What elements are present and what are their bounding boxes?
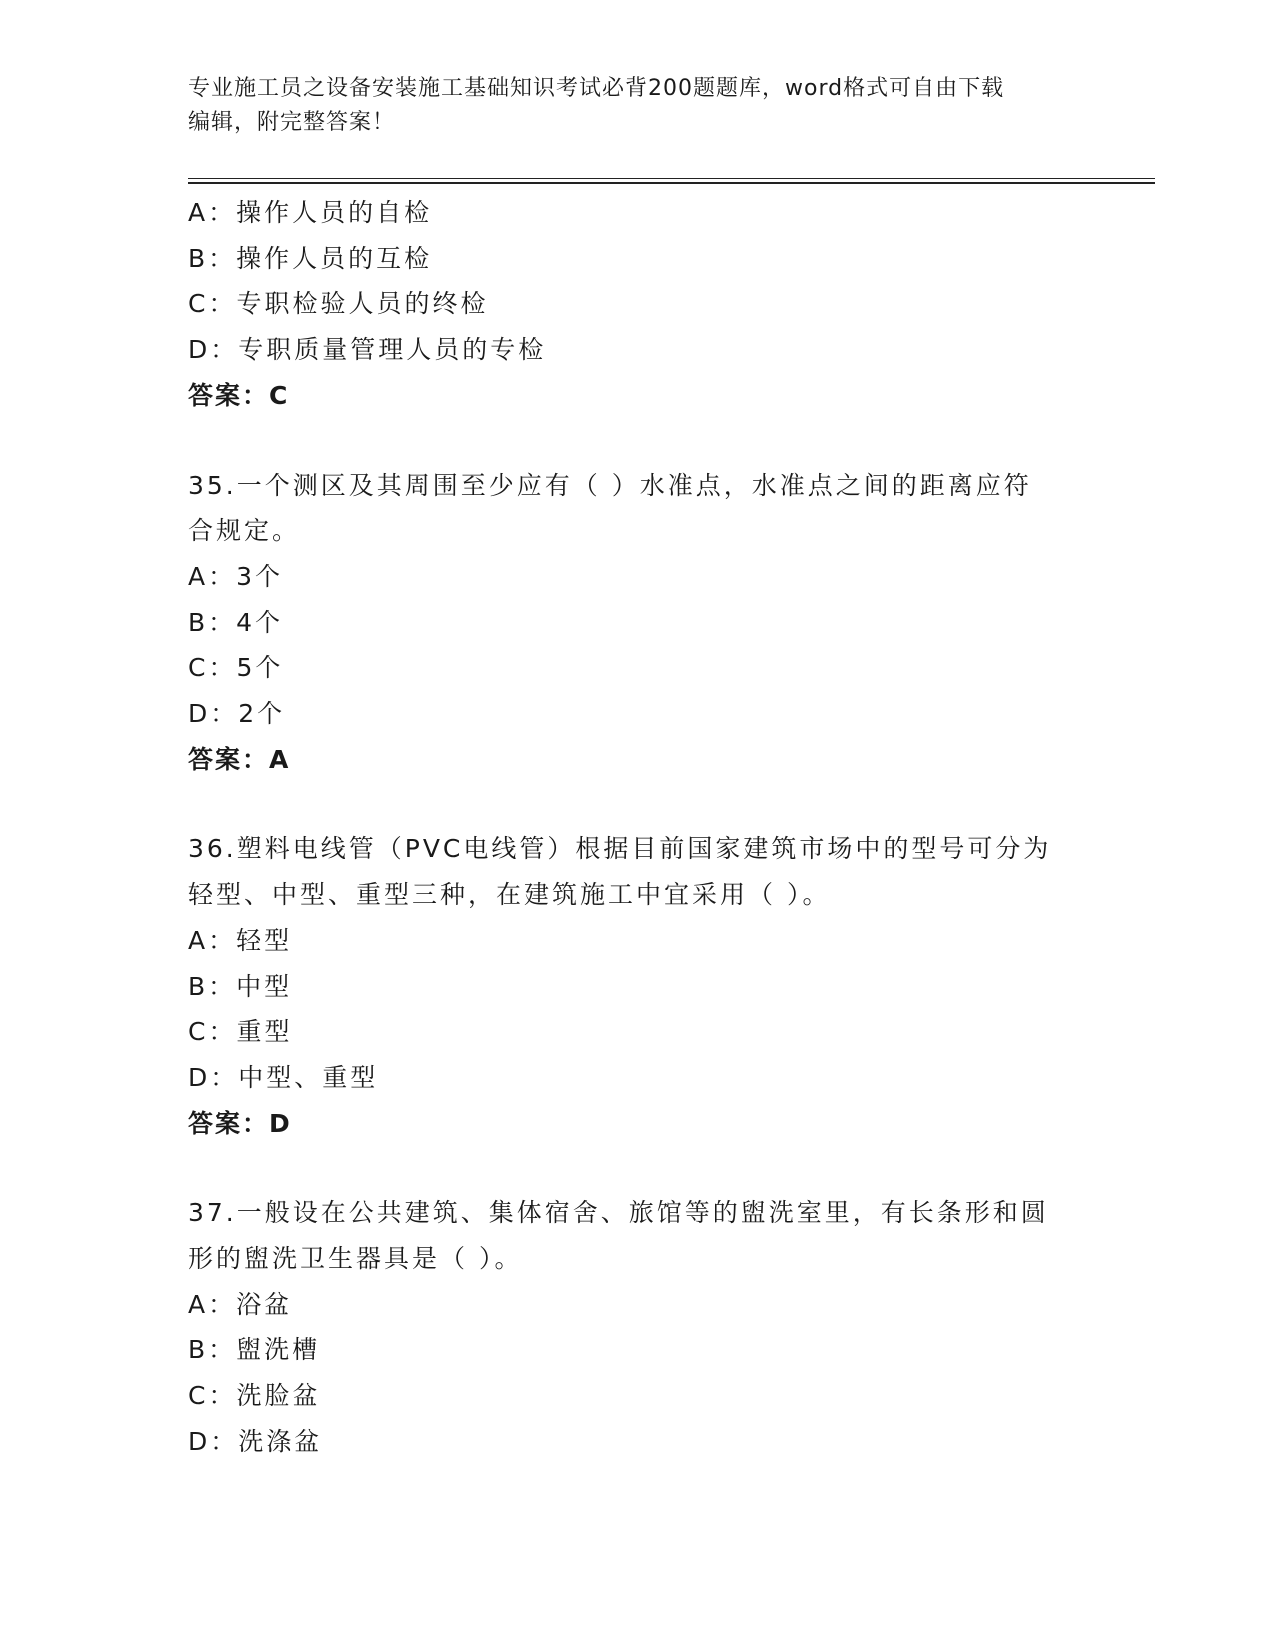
option-a: A：浴盆	[188, 1289, 293, 1319]
document-header	[188, 72, 1088, 140]
option-d: D：2个	[188, 699, 286, 729]
spacer	[188, 419, 1088, 463]
option-a: A：3个	[188, 561, 284, 591]
option-a: A：轻型	[188, 925, 293, 955]
header-title-line-1: 专业施工员之设备安装施工基础知识考试必背200题题库，word格式可自由下载	[188, 76, 1005, 101]
question-text-line-1: 35.一个测区及其周围至少应有（ ）水准点，水准点之间的距离应符	[188, 470, 1032, 500]
question-list	[188, 190, 1088, 1465]
spacer	[188, 1146, 1088, 1190]
question-34-options	[188, 190, 1088, 419]
option-b: B：盥洗槽	[188, 1335, 321, 1365]
question-text-line-2: 轻型、中型、重型三种，在建筑施工中宜采用（ ）。	[188, 880, 831, 910]
option-c: C：洗脸盆	[188, 1381, 321, 1411]
question-37	[188, 1190, 1088, 1464]
answer-label: 答案：D	[188, 1108, 292, 1138]
question-35	[188, 463, 1088, 783]
question-text-line-1: 36.塑料电线管（PVC电线管）根据目前国家建筑市场中的型号可分为	[188, 834, 1052, 864]
option-c: C：专职检验人员的终检	[188, 289, 489, 319]
question-text-line-2: 形的盥洗卫生器具是（ ）。	[188, 1244, 523, 1274]
option-d: D：洗涤盆	[188, 1426, 323, 1456]
option-c: C：重型	[188, 1017, 293, 1047]
header-rule-thick	[188, 182, 1155, 184]
option-a: A：操作人员的自检	[188, 198, 433, 227]
question-text-line-2: 合规定。	[188, 516, 301, 546]
option-c: C：5个	[188, 653, 284, 683]
question-text-line-1: 37.一般设在公共建筑、集体宿舍、旅馆等的盥洗室里，有长条形和圆	[188, 1198, 1049, 1228]
option-d: D：中型、重型	[188, 1062, 379, 1092]
header-rule-thin	[188, 178, 1155, 179]
spacer	[188, 782, 1088, 826]
answer-label: 答案：C	[188, 380, 290, 410]
option-b: B：4个	[188, 607, 284, 637]
question-36	[188, 826, 1088, 1146]
header-title-line-2: 编辑，附完整答案！	[188, 110, 396, 135]
option-b: B：中型	[188, 971, 293, 1001]
option-d: D：专职质量管理人员的专检	[188, 335, 547, 365]
answer-label: 答案：A	[188, 744, 291, 774]
option-b: B：操作人员的互检	[188, 243, 433, 273]
